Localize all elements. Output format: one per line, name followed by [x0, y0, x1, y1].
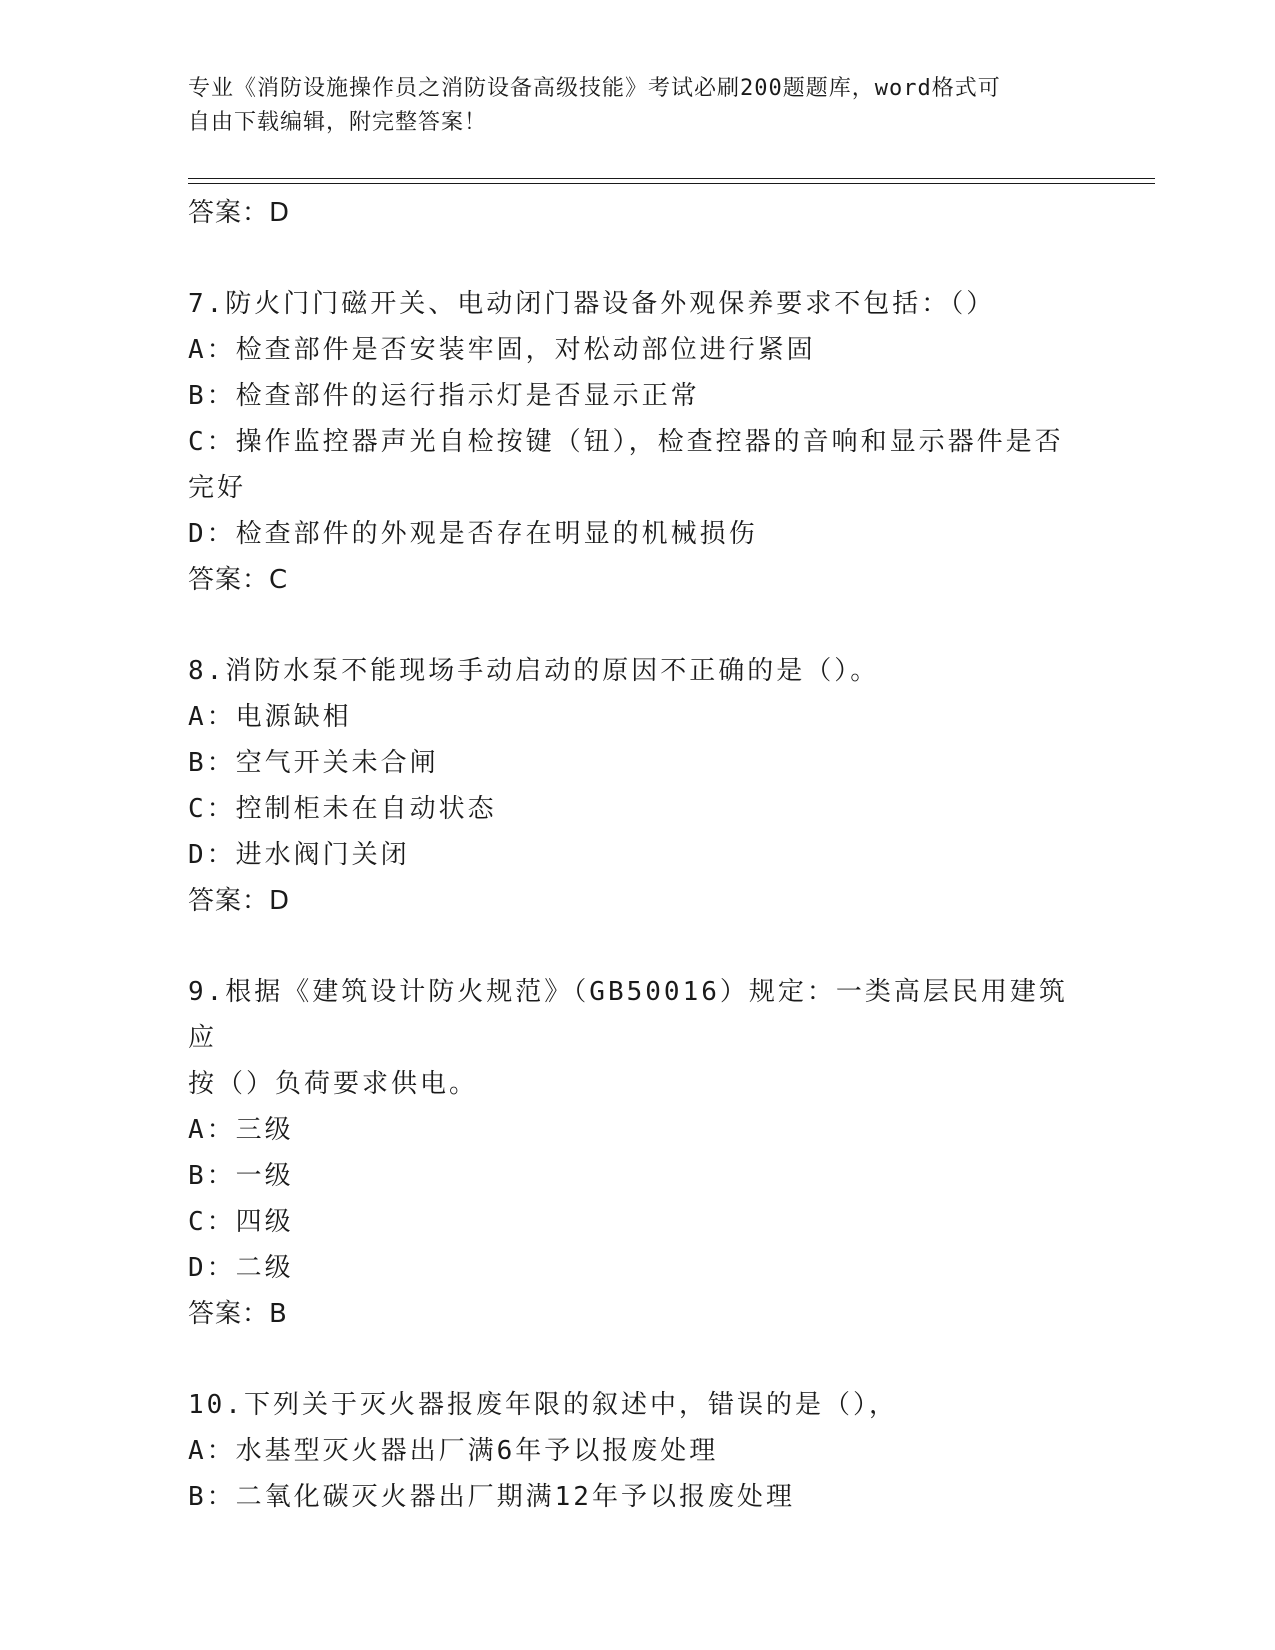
- option-c: C：控制柜未在自动状态: [188, 794, 497, 824]
- question-list: [188, 190, 1088, 1520]
- option-a: A：水基型灭火器出厂满6年予以报废处理: [188, 1436, 719, 1466]
- question-10: [188, 1382, 1088, 1520]
- question-7: [188, 281, 1088, 603]
- question-9: [188, 969, 1088, 1337]
- option-d: D：检查部件的外观是否存在明显的机械损伤: [188, 519, 758, 549]
- option-a: A：检查部件是否安装牢固，对松动部位进行紧固: [188, 335, 816, 365]
- header-divider-top: [188, 178, 1155, 179]
- option-a: A：电源缺相: [188, 702, 352, 732]
- option-d: D：进水阀门关闭: [188, 840, 410, 870]
- answer-q9: 答案：B: [188, 1299, 288, 1329]
- question-text: 10.下列关于灭火器报废年限的叙述中，错误的是（），: [188, 1390, 898, 1420]
- option-d: D：二级: [188, 1253, 294, 1283]
- answer-q7: 答案：C: [188, 565, 289, 595]
- document-header: [188, 72, 1088, 140]
- answer-q8: 答案：D: [188, 886, 291, 916]
- header-line-1: 专业《消防设施操作员之消防设备高级技能》考试必刷200题题库，word格式可: [188, 76, 1001, 101]
- option-a: A：三级: [188, 1115, 294, 1145]
- option-b: B：二氧化碳灭火器出厂期满12年予以报废处理: [188, 1482, 795, 1512]
- option-b: B：空气开关未合闸: [188, 748, 439, 778]
- question-text-continued: 按（）负荷要求供电。: [188, 1069, 479, 1099]
- option-b: B：检查部件的运行指示灯是否显示正常: [188, 381, 700, 411]
- question-8: [188, 648, 1088, 924]
- option-c-continued: 完好: [188, 473, 247, 503]
- option-c: C：操作监控器声光自检按键（钮），检查控器的音响和显示器件是否: [188, 427, 1064, 457]
- answer-q6: 答案：D: [188, 198, 291, 228]
- question-text: 9.根据《建筑设计防火规范》（GB50016）规定：一类高层民用建筑应: [188, 977, 1068, 1053]
- option-c: C：四级: [188, 1207, 294, 1237]
- question-text: 8.消防水泵不能现场手动启动的原因不正确的是（）。: [188, 656, 880, 686]
- header-divider-bottom: [188, 183, 1155, 184]
- question-text: 7.防火门门磁开关、电动闭门器设备外观保养要求不包括：（）: [188, 289, 996, 319]
- option-b: B：一级: [188, 1161, 294, 1191]
- header-line-2: 自由下载编辑，附完整答案！: [188, 110, 488, 135]
